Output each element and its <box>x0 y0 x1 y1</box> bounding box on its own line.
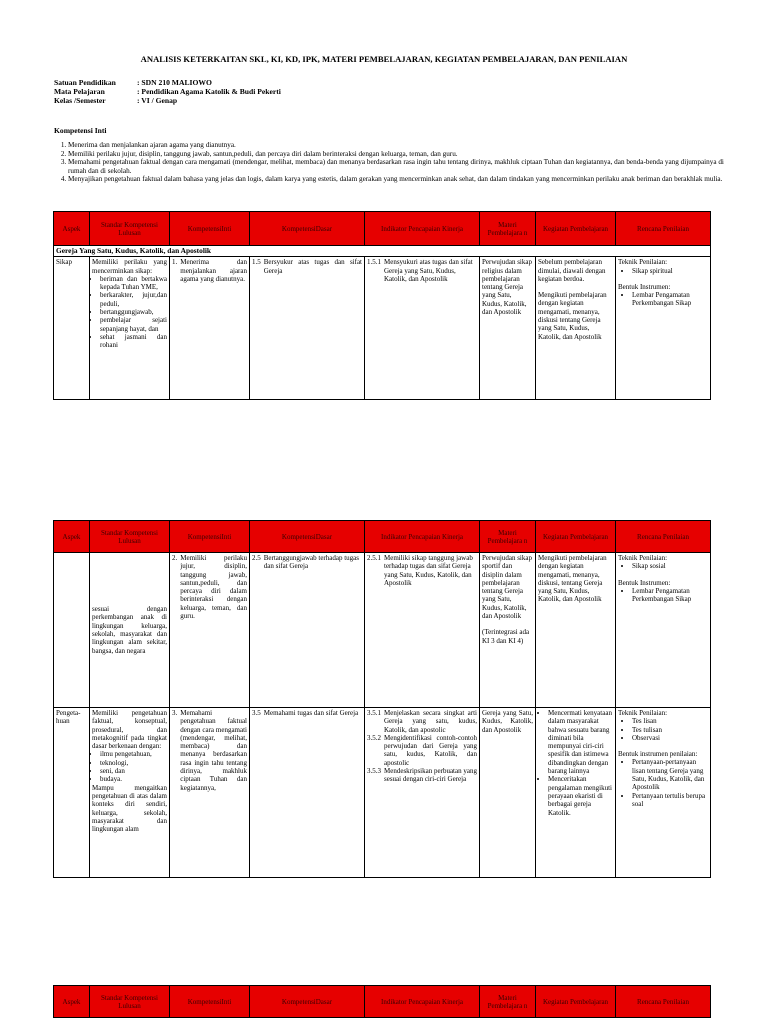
kd-number: 1.5 <box>252 258 261 267</box>
identity-block <box>54 78 281 105</box>
nilai-item: • Lembar Pengamatan Perkembangan Sikap <box>632 587 708 604</box>
nilai-instrumen-list <box>618 587 708 604</box>
nilai-instrumen-list <box>618 758 708 808</box>
skl-item: • berkarakter, jujur,dan peduli, <box>100 291 167 308</box>
ipk-number: 2.5.1 <box>367 554 381 562</box>
cell-ipk <box>365 257 480 400</box>
table-header-row <box>54 521 711 553</box>
kd-text: Memahami tugas dan sifat Gereja <box>263 709 359 717</box>
nilai-teknik-list <box>618 717 708 742</box>
cell-ki <box>170 708 250 878</box>
ki-number: 2. <box>172 554 178 562</box>
nilai-item: • Sikap spiritual <box>632 267 708 275</box>
skl-tail: Mampu mengaitkan pengetahuan di atas dalam konteks diri sendiri, keluarga, sekolah, masyarakat dan lingkungan alam <box>92 783 167 834</box>
header-penilaian: Rencana Penilaian <box>616 986 711 1018</box>
analysis-table-1 <box>53 211 711 400</box>
cell-penilaian <box>616 257 711 400</box>
cell-penilaian <box>616 708 711 878</box>
meta-value: : Pendidikan Agama Katolik & Budi Pekerti <box>137 87 281 96</box>
meta-value: : VI / Genap <box>137 96 178 105</box>
nilai-instrumen-label: Bentuk Instrumen: <box>618 578 671 587</box>
skl-item: • pembelajar sejati sepanjang hayat, dan <box>100 316 167 333</box>
header-aspek: Aspek <box>54 986 90 1018</box>
cell-skl: sesuai dengan perkembangan anak di lingkungan keluarga, sekolah, masyarakat dan lingkungan alam sekitar, bangsa, dan negara <box>90 553 170 708</box>
analysis-table-3 <box>53 985 711 1018</box>
header-penilaian: Rencana Penilaian <box>616 212 711 246</box>
skl-list <box>92 275 167 350</box>
kegiatan-item: • Mencermati kenyataan dalam masyarakat bahwa sesuatu barang diminati bila mempunyai ciri-ciri spesifik dan istimewa dibandingkan dengan barang lainnya <box>548 709 613 775</box>
nilai-item: • Sikap sosial <box>632 562 708 570</box>
cell-kd <box>250 257 365 400</box>
cell-aspek: Pengeta-huan <box>54 708 90 878</box>
cell-aspek: Sikap <box>54 257 90 400</box>
header-ki: KompetensiInti <box>170 521 250 553</box>
ipk-text: Mendeskripsikan perbuatan yang sesuai dengan ciri-ciri Gereja <box>384 767 477 784</box>
kegiatan-text: Mengikuti pembelajaran dengan kegiatan mengamati, menanya, diskusi tentang Gereja yang Satu, Kudus, Katolik, dan Apostolik <box>538 291 607 341</box>
cell-kd <box>250 553 365 708</box>
header-ipk: Indikator Pencapaian Kinerja <box>365 521 480 553</box>
ki-text: Memiliki perilaku jujur, disiplin, tanggung jawab, santun,peduli, dan percaya diri dalam berinteraksi dengan keluarga, teman, dan guru. <box>180 554 247 621</box>
nilai-item: • Tes tulisan <box>632 726 708 734</box>
header-ipk: Indikator Pencapaian Kinerja <box>365 986 480 1018</box>
nilai-item: • Lembar Pengamatan Perkembangan Sikap <box>632 291 708 308</box>
ki-number: 3. <box>172 709 178 717</box>
kd-text: Bersyukur atas tugas dan sifat Gereja <box>263 258 362 275</box>
table-row <box>54 708 711 878</box>
topic-title: Gereja Yang Satu, Kudus, Katolik, dan Apostolik <box>54 246 711 257</box>
header-penilaian: Rencana Penilaian <box>616 521 711 553</box>
kegiatan-list <box>538 709 613 817</box>
nilai-instrumen-list <box>618 291 708 308</box>
ki-list <box>54 141 724 184</box>
ipk-number: 3.5.3 <box>367 767 381 776</box>
kegiatan-text: Sebelum pembelajaran dimulai, diawali dengan kegiatan berdoa. <box>538 258 606 283</box>
skl-intro: Memiliki pengetahuan faktual, konseptual, prosedural, dan metakognitif pada tingkat dasar berkenaan dengan: <box>92 709 167 751</box>
ki-item: 1. Menerima dan menjalankan ajaran agama yang dianutnya. <box>68 141 724 150</box>
nilai-item: • Observasi <box>632 734 708 742</box>
skl-item: • ilmu pengetahuan, <box>100 750 167 758</box>
ki-number: 1. <box>172 258 178 267</box>
ipk-item <box>367 767 477 784</box>
skl-intro: Memiliki perilaku yang mencerminkan sikap: <box>92 258 167 275</box>
meta-value: : SDN 210 MALIOWO <box>137 78 212 87</box>
cell-penilaian <box>616 553 711 708</box>
header-ki: KompetensiInti <box>170 986 250 1018</box>
header-kegiatan: Kegiatan Pembelajaran <box>536 521 616 553</box>
header-kd: KompetensiDasar <box>250 212 365 246</box>
header-aspek: Aspek <box>54 212 90 246</box>
skl-item: • seni, dan <box>100 767 167 775</box>
header-materi: Materi Pembelajara n <box>480 212 536 246</box>
nilai-teknik-label: Teknik Penilaian: <box>618 709 668 717</box>
table-header-row <box>54 986 711 1018</box>
ki-text: Memahami pengetahuan faktual dengan cara mengamati (mendengar, melihat, membaca) dan menanya berdasarkan rasa ingin tahu tentang dirinya, makhluk ciptaan Tuhan dan kegiatannya, <box>180 709 247 792</box>
header-materi: Materi Pembelajara n <box>480 986 536 1018</box>
kegiatan-item: • Menceritakan pengalaman mengikuti perayaan ekaristi di berbagai gereja Katolik. <box>548 775 613 816</box>
analysis-table-2 <box>53 520 711 878</box>
nilai-instrumen-label: Bentuk instrumen penilaian: <box>618 750 698 759</box>
materi-note: (Terintegrasi ada KI 3 dan KI 4) <box>482 628 530 645</box>
skl-item: • teknologi, <box>100 759 167 767</box>
ipk-item <box>367 709 477 734</box>
ipk-text: Mengidentifikasi contoh-contoh perwujudan dari Gereja yang satu, kudus, Katolik, dan apostolic <box>384 733 477 767</box>
ipk-number: 1.5.1 <box>367 258 381 267</box>
ipk-number: 3.5.2 <box>367 733 381 742</box>
cell-ipk <box>365 708 480 878</box>
document-title: ANALISIS KETERKAITAN SKL, KI, KD, IPK, MATERI PEMBELAJARAN, KEGIATAN PEMBELAJARAN, DAN PENILAIAN <box>140 54 628 64</box>
header-skl: Standar Kompetensi Lulusan <box>90 986 170 1018</box>
nilai-item: • Pertanyaan-pertanyaan lisan tentang Gereja yang Satu, Kudus, Katolik, dan Apostolik <box>632 758 708 791</box>
ipk-item <box>367 734 477 767</box>
skl-list <box>92 750 167 783</box>
ki-text: Menerima dan menjalankan ajaran agama yang dianutnya. <box>180 258 247 283</box>
header-kd: KompetensiDasar <box>250 986 365 1018</box>
header-aspek: Aspek <box>54 521 90 553</box>
header-skl: Standar Kompetensi Lulusan <box>90 212 170 246</box>
kd-number: 3.5 <box>252 709 261 717</box>
cell-skl <box>90 708 170 878</box>
cell-ki <box>170 257 250 400</box>
nilai-item: • Pertanyaan tertulis berupa soal <box>632 792 708 809</box>
header-ipk: Indikator Pencapaian Kinerja <box>365 212 480 246</box>
cell-kegiatan <box>536 708 616 878</box>
header-ki: KompetensiInti <box>170 212 250 246</box>
skl-item: • sehat jasmani dan rohani <box>100 333 167 350</box>
skl-item: • budaya. <box>100 775 167 783</box>
cell-kd <box>250 708 365 878</box>
header-materi: Materi Pembelajara n <box>480 521 536 553</box>
header-kegiatan: Kegiatan Pembelajaran <box>536 986 616 1018</box>
header-skl: Standar Kompetensi Lulusan <box>90 521 170 553</box>
table-header-row <box>54 212 711 246</box>
skl-item: • bertanggungjawab, <box>100 308 167 316</box>
cell-ki <box>170 553 250 708</box>
materi-text: Perwujudan sikap sportif dan disiplin dalam pembelajaran tentang Gereja yang Satu, Kudus, Katolik, dan Apostolik <box>482 554 532 621</box>
header-kegiatan: Kegiatan Pembelajaran <box>536 212 616 246</box>
ipk-text: Menjelaskan secara singkat arti Gereja yang satu, kudus, Katolik, dan apostolic <box>384 709 477 734</box>
nilai-instrumen-label: Bentuk Instrumen: <box>618 282 671 291</box>
ki-item: 3. Memahami pengetahuan faktual dengan cara mengamati (mendengar, melihat, membaca) dan menanya berdasarkan rasa ingin tahu tentang dirinya, makhluk ciptaan Tuhan dan kegiatannya, dan benda-benda yang dijumpainya di rumah dan di sekolah. <box>68 158 724 175</box>
ki-item: 2. Memiliki perilaku jujur, disiplin, tanggung jawab, santun,peduli, dan percaya diri dalam berinteraksi dengan keluarga, teman, dan guru. <box>68 150 724 159</box>
cell-kegiatan: Mengikuti pembelajaran dengan kegiatan mengamati, menanya, diskusi, tentang Gereja yang Satu, Kudus, Katolik, dan Apostolik <box>536 553 616 708</box>
ki-heading: Kompetensi Inti <box>54 126 107 135</box>
nilai-teknik-label: Teknik Penilaian: <box>618 258 668 267</box>
nilai-teknik-list <box>618 267 708 275</box>
cell-materi: Perwujudan sikap religius dalam pembelajaran tentang Gereja yang Satu, Kudus, Katolik, dan Apostolik <box>480 257 536 400</box>
nilai-teknik-label: Teknik Penilaian: <box>618 554 668 562</box>
cell-aspek <box>54 553 90 708</box>
cell-skl <box>90 257 170 400</box>
meta-label: Kelas /Semester <box>54 96 106 105</box>
kd-number: 2.5 <box>252 554 261 562</box>
ipk-text: Mensyukuri atas tugas dan sifat Gereja yang Satu, Kudus, Katolik, dan Apostolik <box>384 258 473 283</box>
ipk-number: 3.5.1 <box>367 709 381 717</box>
kd-text: Bertanggungjawab terhadap tugas dan sifat Gereja <box>263 554 359 571</box>
cell-materi: Gereja yang Satu, Kudus, Katolik, dan Apostolik <box>480 708 536 878</box>
meta-label: Satuan Pendidikan <box>54 78 116 87</box>
header-kd: KompetensiDasar <box>250 521 365 553</box>
meta-label: Mata Pelajaran <box>54 87 105 96</box>
ipk-text: Memiliki sikap tanggung jawab terhadap tugas dan sifat Gereja yang Satu, Kudus, Katolik, dan Apostolik <box>384 554 473 587</box>
nilai-item: • Tes lisan <box>632 717 708 725</box>
topic-row <box>54 246 711 257</box>
nilai-teknik-list <box>618 562 708 570</box>
cell-ipk <box>365 553 480 708</box>
cell-kegiatan <box>536 257 616 400</box>
table-row <box>54 257 711 400</box>
table-row <box>54 553 711 708</box>
ki-item: 4. Menyajikan pengetahuan faktual dalam bahasa yang jelas dan logis, dalam karya yang estetis, dalam gerakan yang mencerminkan anak sehat, dan dalam tindakan yang mencerminkan perilaku anak beriman dan berakhlak mulia. <box>68 175 724 184</box>
cell-materi <box>480 553 536 708</box>
skl-item: • beriman dan bertakwa kepada Tuhan YME, <box>100 275 167 292</box>
